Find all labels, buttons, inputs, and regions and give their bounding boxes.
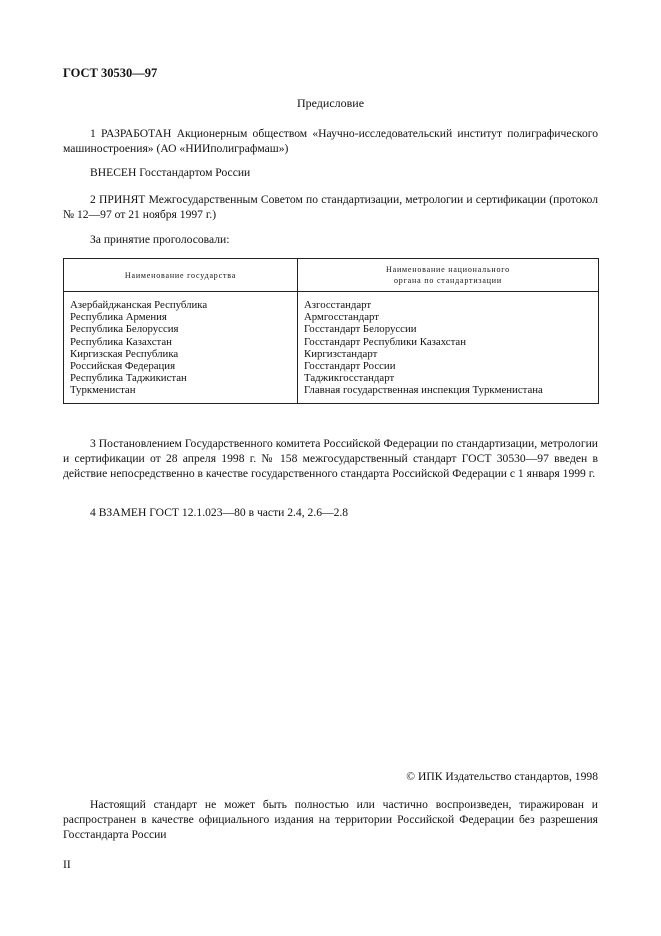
national-body-name: Госстандарт Белоруссии [304, 323, 417, 336]
bodies-column [298, 292, 599, 404]
paragraph-introduced-text: ВНЕСЕН Госстандартом России [90, 166, 251, 179]
header-body-line1: Наименование национального [386, 265, 510, 274]
voting-states-table [63, 258, 599, 404]
paragraph-replaces [63, 505, 598, 520]
state-name: Азербайджанская Республика [70, 299, 208, 311]
paragraph-enacted [63, 436, 598, 481]
reproduction-notice [63, 797, 598, 842]
state-name: Республика Таджикистан [70, 372, 187, 385]
page-title: Предисловие [296, 96, 365, 110]
reproduction-notice-text: Настоящий стандарт не может быть полностью или частично воспроизведен, тиражирован и распространен в качестве официального издания на территории Российской Федерации без разрешения Госстандарта России [63, 798, 598, 841]
paragraph-enacted-text: 3 Постановлением Государственного комитета Российской Федерации по стандартизации, метрологии и сертификации от 28 апреля 1998 г. № 158 межгосударственный стандарт ГОСТ 30530—97 введен в действие непосредственно в качестве государственного стандарта Российской Федерации с 1 января 1999 г. [63, 437, 598, 480]
header-body-line2: органа по стандартизации [394, 276, 502, 285]
national-body-name: Главная государственная инспекция Туркменистана [304, 384, 543, 397]
paragraph-developed-text: 1 РАЗРАБОТАН Акционерным обществом «Научно-исследовательский институт полиграфического машиностроения» (АО «НИИполиграфмаш») [63, 127, 598, 155]
paragraph-adopted-text: 2 ПРИНЯТ Межгосударственным Советом по стандартизации, метрологии и сертификации (протокол № 12—97 от 21 ноября 1997 г.) [63, 193, 598, 221]
header-national-body [298, 259, 599, 292]
national-body-name: Госстандарт Республики Казахстан [304, 335, 466, 348]
table-body-row [64, 292, 599, 404]
paragraph-replaces-text: 4 ВЗАМЕН ГОСТ 12.1.023—80 в части 2.4, 2.6—2.8 [90, 506, 349, 519]
states-column [64, 292, 298, 404]
paragraph-voted-text: За принятие проголосовали: [90, 233, 230, 246]
header-state: Наименование государства [64, 259, 298, 292]
state-name: Республика Казахстан [70, 335, 172, 348]
national-body-name: Азгосстандарт [304, 299, 372, 311]
paragraph-developed [63, 126, 598, 156]
state-name: Республика Белоруссия [70, 323, 179, 336]
table-header-row [64, 259, 599, 292]
state-name: Туркменистан [70, 384, 136, 397]
standard-code-header: ГОСТ 30530—97 [63, 66, 158, 80]
copyright: © ИПК Издательство стандартов, 1998 [406, 770, 598, 783]
state-name: Киргизская Республика [70, 347, 179, 360]
state-name: Республика Армения [70, 311, 167, 324]
state-name: Российская Федерация [70, 360, 176, 373]
paragraph-adopted [63, 192, 598, 222]
paragraph-introduced [63, 165, 598, 180]
national-body-name: Таджикгосстандарт [304, 372, 395, 385]
page-number: II [63, 858, 71, 871]
national-body-name: Армгосстандарт [304, 311, 379, 324]
paragraph-voted [63, 232, 598, 247]
national-body-name: Госстандарт России [304, 360, 396, 373]
national-body-name: Киргизстандарт [304, 347, 378, 360]
